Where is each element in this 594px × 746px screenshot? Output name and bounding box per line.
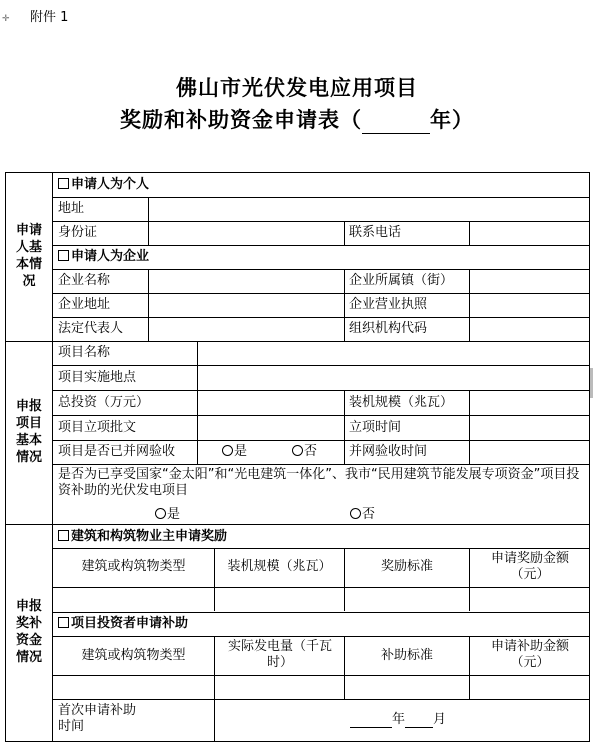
phone-label: 联系电话 [349, 225, 402, 240]
subsidy-yes-option[interactable]: 是 [155, 507, 180, 523]
investment-label: 总投资（万元） [58, 395, 150, 410]
owner-col-amount: 申请奖励金额（元） [490, 551, 569, 582]
investor-col-type: 建筑或构筑物类型 [81, 648, 186, 663]
owner-col-capacity: 装机规模（兆瓦） [227, 559, 332, 574]
year-blank[interactable] [350, 714, 392, 728]
owner-col-standard: 奖励标准 [380, 559, 433, 574]
project-location-label: 项目实施地点 [58, 370, 137, 385]
checkbox-icon[interactable] [58, 250, 69, 261]
enterprise-license-label: 企业营业执照 [349, 297, 428, 312]
radio-icon[interactable] [292, 445, 303, 456]
section-project-label: 申报项目基本情况 [15, 399, 42, 465]
org-code-label: 组织机构代码 [349, 321, 428, 336]
owner-col-type: 建筑或构筑物类型 [81, 559, 186, 574]
radio-icon[interactable] [155, 508, 166, 519]
scrollbar-mark[interactable] [590, 368, 593, 398]
capacity-label: 装机规模（兆瓦） [349, 395, 454, 410]
checkbox-icon[interactable] [58, 617, 69, 628]
individual-heading[interactable]: 申请人为个人 [58, 177, 149, 193]
application-table [5, 172, 590, 742]
enterprise-town-label: 企业所属镇（街） [349, 273, 454, 288]
approval-label: 项目立项批文 [58, 420, 137, 435]
grid-check-label: 项目是否已并网验收 [58, 444, 176, 459]
subsidy-question: 是否为已享受国家“金太阳”和“光电建筑一体化”、我市“民用建筑节能发展专项资金”项目投资补助的光伏发电项目 [58, 467, 580, 498]
investor-col-standard: 补助标准 [380, 648, 433, 663]
subsidy-no-option[interactable]: 否 [350, 507, 375, 523]
approval-time-label: 立项时间 [349, 420, 402, 435]
radio-icon[interactable] [222, 445, 233, 456]
first-time-date[interactable]: 年 月 [350, 712, 446, 728]
grid-no-option[interactable]: 否 [292, 444, 317, 460]
section-applicant-label: 申请人基本情况 [15, 223, 42, 289]
page-title: 佛山市光伏发电应用项目 [176, 76, 418, 100]
investor-col-amount: 申请补助金额（元） [490, 639, 569, 670]
grid-yes-option[interactable]: 是 [222, 444, 247, 460]
enterprise-address-label: 企业地址 [58, 297, 111, 312]
id-card-label: 身份证 [58, 225, 98, 240]
attachment-label: 附件 1 [30, 10, 69, 25]
enterprise-name-label: 企业名称 [58, 273, 111, 288]
project-name-label: 项目名称 [58, 345, 111, 360]
address-label: 地址 [58, 201, 85, 216]
year-blank[interactable] [362, 113, 430, 134]
grid-time-label: 并网验收时间 [349, 444, 428, 459]
legal-rep-label: 法定代表人 [58, 321, 124, 336]
checkbox-icon[interactable] [58, 530, 69, 541]
first-time-label: 首次申请补助时间 [58, 703, 137, 734]
checkbox-icon[interactable] [58, 178, 69, 189]
investor-col-generation: 实际发电量（千瓦时） [227, 639, 332, 670]
radio-icon[interactable] [350, 508, 361, 519]
owner-heading[interactable]: 建筑和构筑物业主申请奖励 [58, 529, 227, 545]
move-handle-icon: ✛ [2, 14, 10, 24]
section-funding-label: 申报奖补资金情况 [15, 599, 42, 665]
investor-heading[interactable]: 项目投资者申请补助 [58, 616, 188, 632]
month-blank[interactable] [405, 714, 433, 728]
enterprise-heading[interactable]: 申请人为企业 [58, 249, 149, 265]
page-subtitle: 奖励和补助资金申请表（ 年） [120, 108, 474, 132]
